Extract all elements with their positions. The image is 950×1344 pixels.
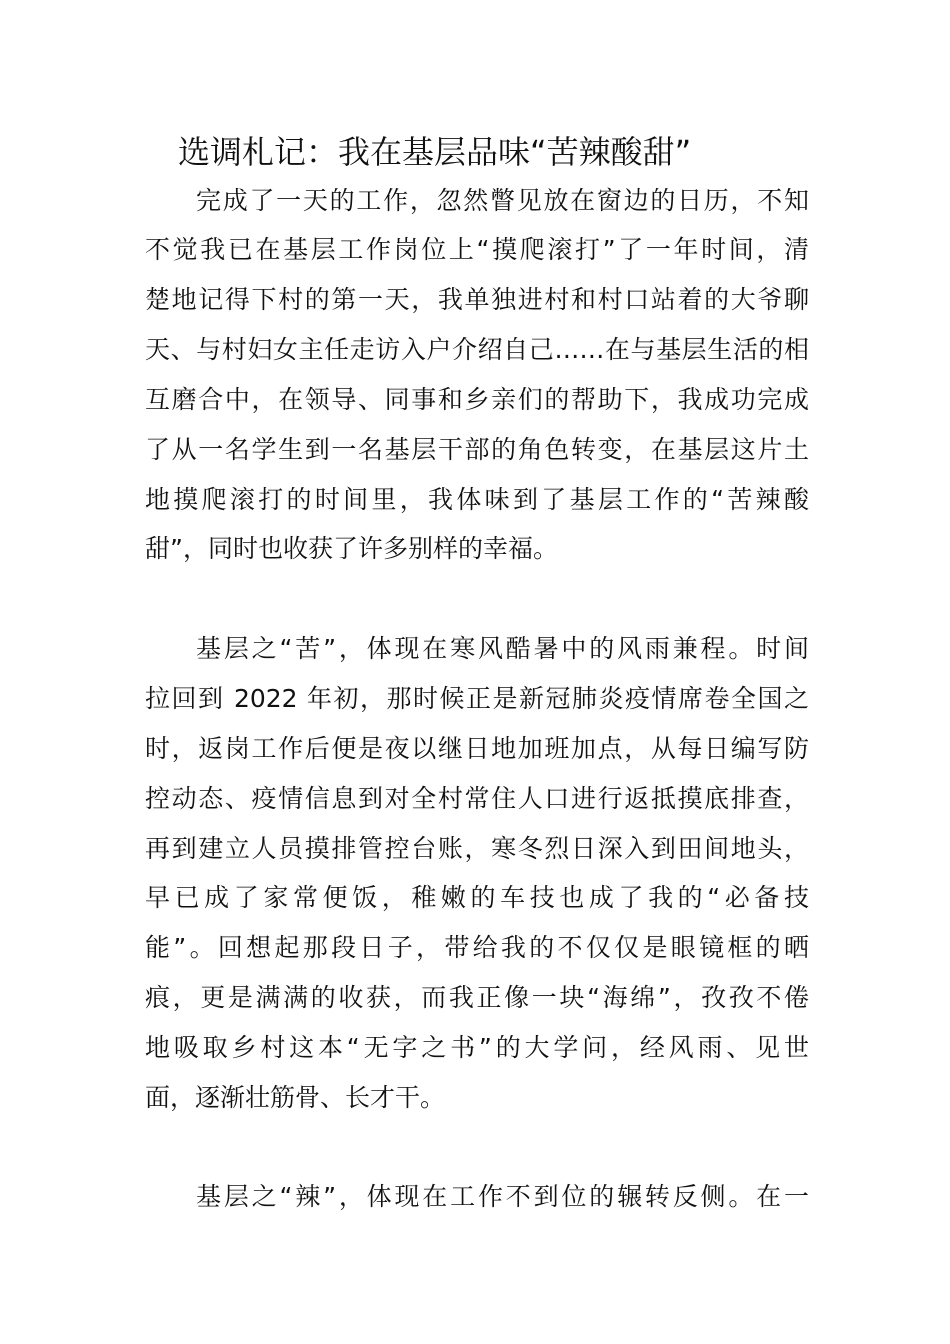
paragraph-line: 痕，更是满满的收获，而我正像一块“海绵”，孜孜不倦 xyxy=(145,983,809,1012)
paragraph-line: 不觉我已在基层工作岗位上“摸爬滚打”了一年时间，清 xyxy=(145,235,809,264)
paragraph-line: 楚地记得下村的第一天，我单独进村和村口站着的大爷聊 xyxy=(145,285,809,314)
paragraph-line: 地摸爬滚打的时间里，我体味到了基层工作的“苦辣酸 xyxy=(145,485,809,514)
paragraph-line: 甜”，同时也收获了许多别样的幸福。 xyxy=(145,534,558,563)
paragraph-line: 再到建立人员摸排管控台账，寒冬烈日深入到田间地头， xyxy=(145,834,809,863)
paragraph-line: 能”。回想起那段日子，带给我的不仅仅是眼镜框的晒 xyxy=(145,933,809,962)
paragraph-line: 完成了一天的工作，忽然瞥见放在窗边的日历，不知 xyxy=(196,186,809,215)
paragraph-line: 基层之“苦”，体现在寒风酷暑中的风雨兼程。时间 xyxy=(196,634,809,663)
paragraph-line: 早已成了家常便饭，稚嫩的车技也成了我的“必备技 xyxy=(145,883,809,912)
paragraph-line: 面，逐渐壮筋骨、长才干。 xyxy=(145,1083,446,1112)
paragraph-line: 基层之“辣”，体现在工作不到位的辗转反侧。在一 xyxy=(196,1182,809,1211)
paragraph-line: 时，返岗工作后便是夜以继日地加班加点，从每日编写防 xyxy=(145,734,809,763)
paragraph-line: 拉回到 2022 年初，那时候正是新冠肺炎疫情席卷全国之 xyxy=(145,684,809,713)
document-title: 选调札记：我在基层品味“苦辣酸甜” xyxy=(178,133,692,171)
paragraph-line: 控动态、疫情信息到对全村常住人口进行返抵摸底排查， xyxy=(145,784,809,813)
paragraph-line: 地吸取乡村这本“无字之书”的大学问，经风雨、见世 xyxy=(145,1033,809,1062)
paragraph-line: 了从一名学生到一名基层干部的角色转变，在基层这片土 xyxy=(145,435,809,464)
paragraph-line: 天、与村妇女主任走访入户介绍自己……在与基层生活的相 xyxy=(145,335,809,364)
paragraph-line: 互磨合中，在领导、同事和乡亲们的帮助下，我成功完成 xyxy=(145,385,809,414)
